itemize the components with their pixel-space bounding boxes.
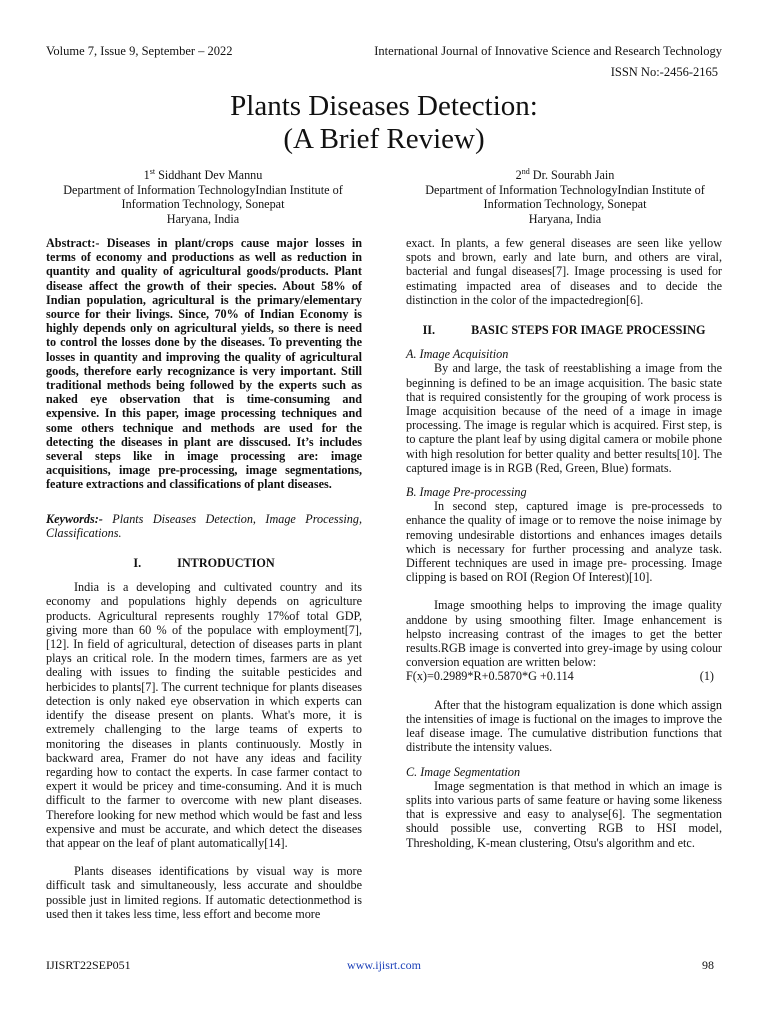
issn: ISSN No:-2456-2165: [610, 65, 718, 79]
left-column: [46, 236, 362, 921]
page-number: 98: [702, 958, 714, 972]
subsection-image-acquisition: A. Image Acquisition: [406, 347, 509, 362]
paragraph-preprocessing-2: Image smoothing helps to improving the image quality anddone by using smoothing filter. Image enhancement is helpsto increasing contrast of the images to get the better results.RGB image is converted into grey-image by using colour conversion equation are written below:: [406, 598, 722, 670]
right-column: [406, 236, 722, 850]
author-department: Department of Information TechnologyIndian Institute of: [425, 182, 705, 197]
author-institute: Information Technology, Sonepat: [483, 197, 647, 211]
paper-title: [0, 90, 768, 156]
journal-volume: Volume 7, Issue 9, September – 2022: [46, 44, 233, 58]
paragraph-image-acquisition: By and large, the task of reestablishing a image from the beginning is defined to be an image acquisition. The basic state that is required consistently for the grouping of work process is Image acquisition because of the need of a image in image processing. The image is regular which is acquired. First step, is to capture the plant leaf by using digital camera or mobile phone with high resolution for better quality and better results[10]. The captured image is in RGB (Red, Green, Blue) formats.: [406, 361, 722, 475]
author-department: Department of Information TechnologyIndian Institute of: [63, 182, 343, 197]
author-location: Haryana, India: [166, 211, 240, 226]
keywords: Keywords:- Plants Diseases Detection, Image Processing, Classifications.: [46, 511, 362, 540]
author-name: 1st Siddhant Dev Mannu: [143, 166, 263, 182]
subsection-image-preprocessing: B. Image Pre-processing: [406, 485, 527, 500]
paragraph-segmentation: Image segmentation is that method in which an image is splits into various parts of same feature or having some likeness that is expressive and easy to analyse[6]. The segmentation should possible use, converting RGB to HSI model, Thresholding, K-mean clustering, Otsu's algorithm and etc.: [406, 778, 722, 850]
paper-code: IJISRT22SEP051: [46, 958, 131, 972]
author-name: 2nd Dr. Sourabh Jain: [515, 166, 615, 182]
section-heading-introduction: I. INTRODUCTION: [133, 556, 275, 571]
author-block-2: [400, 168, 730, 226]
continued-paragraph: exact. In plants, a few general diseases are seen like yellow spots and brown, early and late burn, and others are viral, bacterial and fungal diseases[7]. Image processing is used for estimating impacted area of diseases and to decide the distinction in the color of the impactedregion[6].: [406, 236, 722, 307]
author-location: Haryana, India: [528, 211, 602, 226]
author-block-1: [38, 168, 368, 226]
section-heading-basic-steps: II. BASIC STEPS FOR IMAGE PROCESSING: [422, 323, 706, 338]
paragraph-preprocessing-1: In second step, captured image is pre-processeds to enhance the quality of image or to remove the noise inimage by removing undesirable distortions and enhances images details which is necessary for further processing and analyze task. Different techniques are used in image pre- processing. Image clipping is based on ROI (Region Of Interest)[10].: [406, 499, 722, 585]
equation-1: F(x)=0.2989*R+0.5870*G +0.114 (1): [406, 669, 714, 684]
title-line-2: (A Brief Review): [283, 123, 485, 155]
abstract: Abstract:- Diseases in plant/crops cause major losses in terms of economy and productions as well as reduction in quantity and quality of agricultural goods/products. Plant disease affect the growth of their species. About 58% of Indian population, agricultural is the primary/elementary source for their livings. Since, 70% of Indian Economy is highly depends only on agricultural yields, so there is need to control the losses done by the diseases. To preventing the losses in quantity and improving the quality of agricultural goods, therefore early recognizance is very important. Still traditional methods being followed by the experts such as naked eye observation that is time-consuming and expensive. In this paper, image processing techniques and some others technique and methods are used for the detecting the diseases in plant are disscused. It’s includes several steps like in image processing are: image acquisitions, image pre-processing, image segmentations, feature extractions and classifications of plant diseases.: [46, 236, 362, 492]
intro-paragraph-2: Plants diseases identifications by visual way is more difficult task and simultaneously, less accurate and shouldbe possible just in limited regions. If automatic detectionmethod is used then it takes less time, less effort and become more: [46, 864, 362, 921]
subsection-image-segmentation: C. Image Segmentation: [406, 764, 521, 779]
title-line-1: Plants Diseases Detection:: [230, 90, 538, 122]
journal-website-link[interactable]: www.ijisrt.com: [347, 958, 421, 972]
journal-name: International Journal of Innovative Science and Research Technology: [374, 44, 722, 58]
author-institute: Information Technology, Sonepat: [121, 197, 285, 211]
intro-paragraph-1: India is a developing and cultivated country and its economy and populations highly depends on agriculture products. Agricultural represents roughly 17%of total GDP, giving more than 60 % of the populace with employment[7],[12]. In field of agricultural, detection of diseases parts in plant plays an critical role. In the modern times, farmers are as yet dealing with issues to finding the suitable pesticides and herbicides to plants[7]. The current technique for plants diseases detection is only naked eye observation in which experts can identify the disease present on plants. What's more, it is extremely challenging to the large teams of experts to monitoring the diseases in plants continuously. Mostly in backward area, Framer do not have any ideas and facility regarding how to contact the experts. In case farmer contact to expert it would be pricey and time-consuming. And it is much difficult to the farmer to overcome with new plant diseases. Therefore looking for new method which would be fast and less expensive and must be accurate, and which detect the diseases that appear on the leaf of plant automatically[14].: [46, 580, 362, 850]
paragraph-preprocessing-3: After that the histogram equalization is done which assign the intensities of image is fuctional on the images to improve the leaf disease image. The cumulative distribution functions that distribute the intensity values.: [406, 697, 722, 755]
